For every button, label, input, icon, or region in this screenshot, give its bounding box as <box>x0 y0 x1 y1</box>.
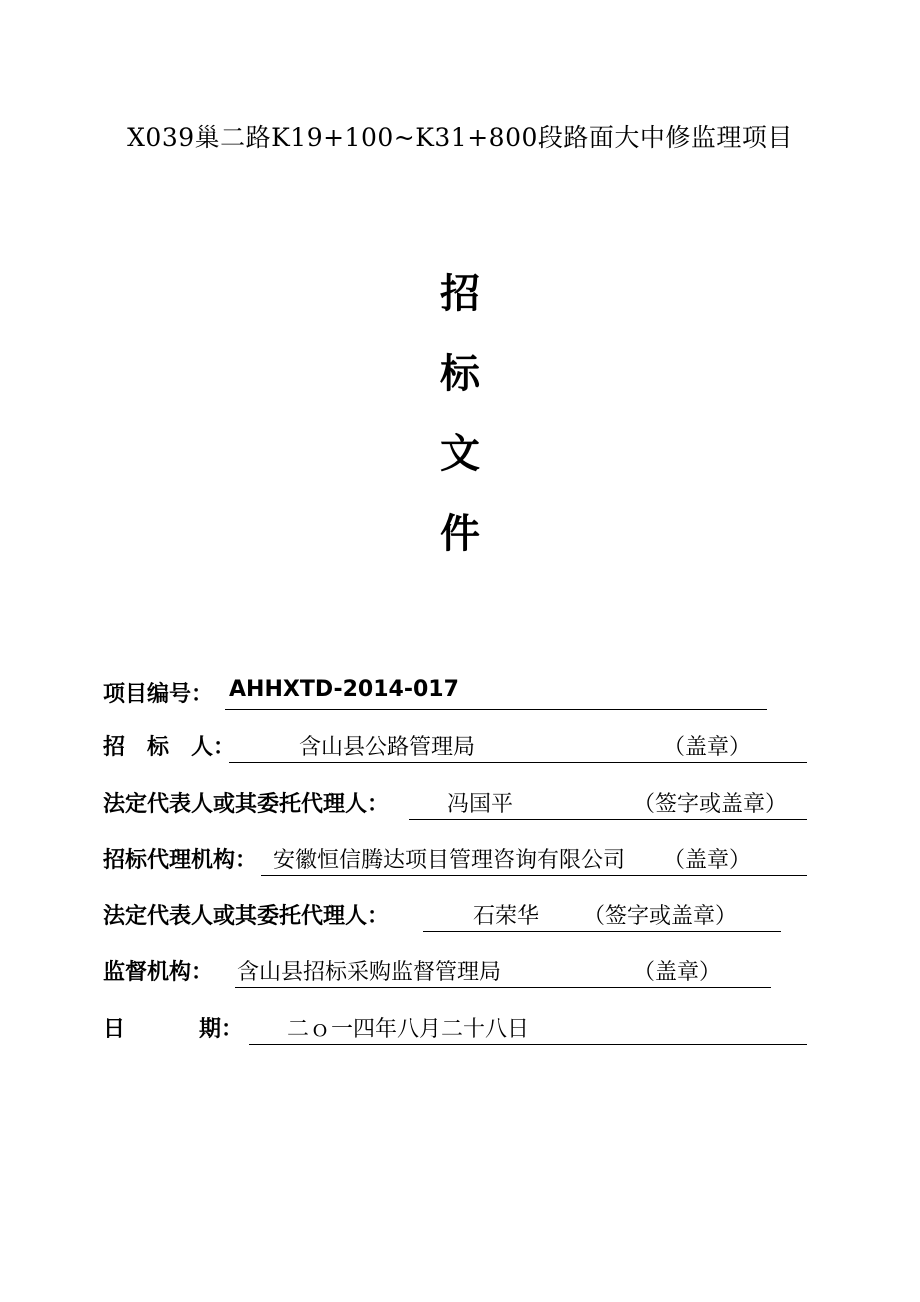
doc-title-char-4: 件 <box>440 511 480 557</box>
legal-rep-2-label: 法定代表人或其委托代理人： <box>103 904 390 929</box>
field-agency <box>103 843 808 879</box>
doc-title-char-2: 标 <box>440 351 480 397</box>
field-tenderer <box>103 730 808 766</box>
agency-seal: （盖章） <box>663 848 752 873</box>
agency-label: 招标代理机构： <box>103 848 258 873</box>
supervisor-value: 含山县招标采购监督管理局 <box>237 960 502 985</box>
date-value: 二ｏ一四年八月二十八日 <box>287 1017 530 1042</box>
tenderer-label: 招 标 人： <box>103 735 236 760</box>
doc-title-char-3: 文 <box>440 431 480 477</box>
project-title: X039巢二路K19+100~K31+800段路面大中修监理项目 <box>127 123 793 152</box>
legal-rep-1-value: 冯国平 <box>447 792 514 817</box>
legal-rep-1-label: 法定代表人或其委托代理人： <box>103 792 390 817</box>
project-no-value: AHHXTD-2014-017 <box>229 677 459 702</box>
field-date <box>103 1012 808 1048</box>
agency-value: 安徽恒信腾达项目管理咨询有限公司 <box>273 848 626 873</box>
supervisor-label: 监督机构： <box>103 960 214 985</box>
date-label-right: 期： <box>199 1017 244 1042</box>
tenderer-seal: （盖章） <box>663 735 752 760</box>
legal-rep-2-value: 石荣华 <box>473 904 540 929</box>
field-legal-rep-2 <box>103 899 783 935</box>
legal-rep-1-seal: （签字或盖章） <box>633 792 788 817</box>
legal-rep-2-seal: （签字或盖章） <box>583 904 738 929</box>
tenderer-value: 含山县公路管理局 <box>299 735 476 760</box>
field-legal-rep-1 <box>103 787 808 823</box>
doc-title-char-1: 招 <box>440 271 480 317</box>
date-label-left: 日 <box>103 1017 126 1042</box>
project-no-label: 项目编号： <box>103 682 214 707</box>
field-project-no <box>103 677 773 713</box>
supervisor-seal: （盖章） <box>633 960 722 985</box>
field-supervisor <box>103 955 773 991</box>
